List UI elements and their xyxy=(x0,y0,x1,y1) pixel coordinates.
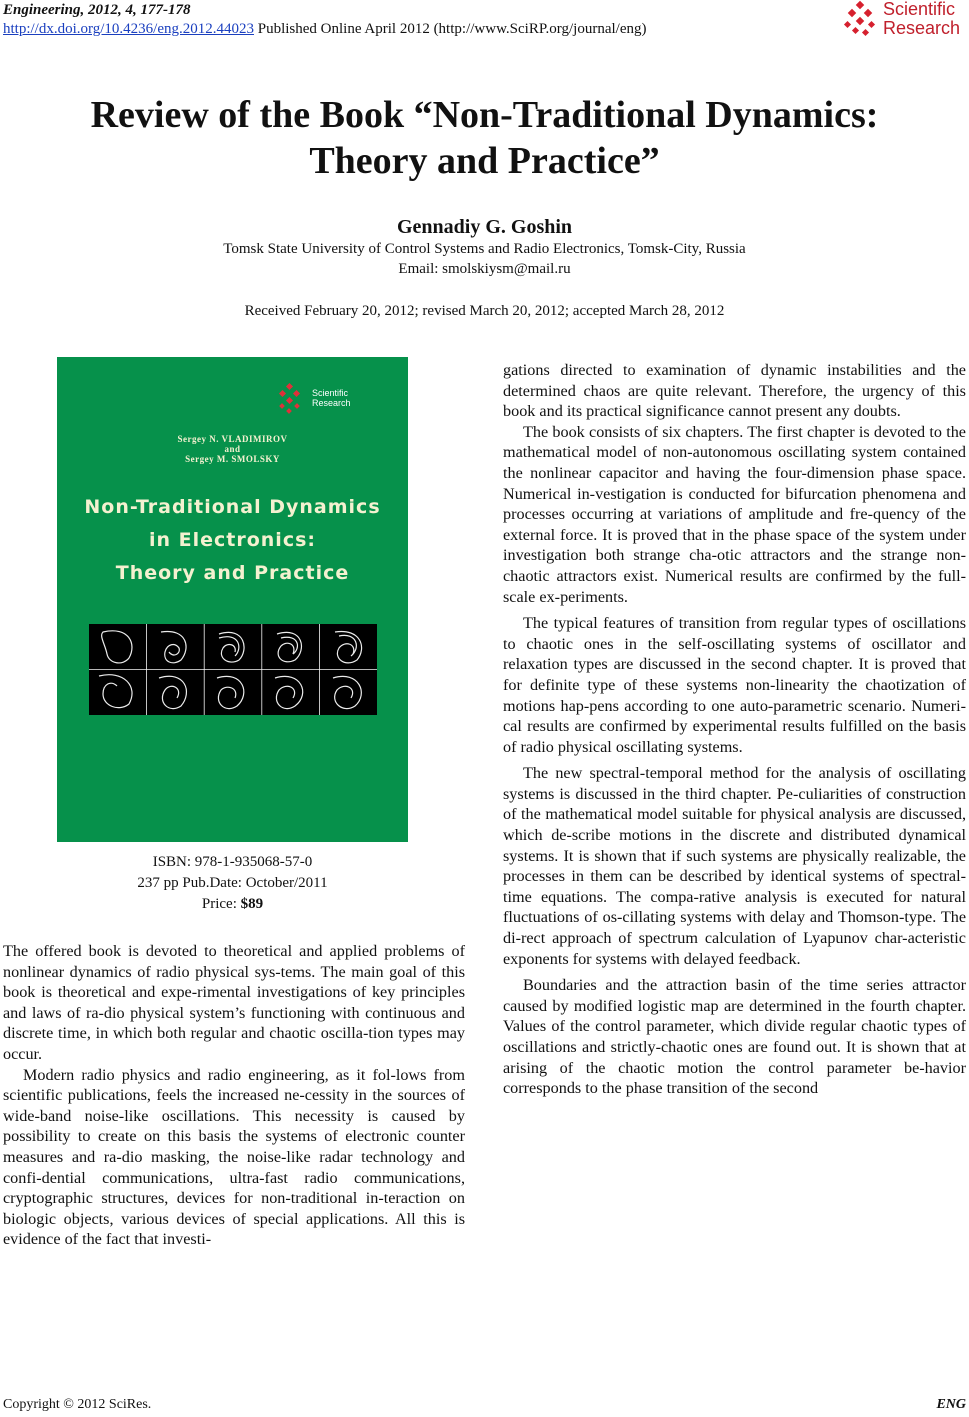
volume-info: , 2012, 4, 177-178 xyxy=(80,2,191,18)
book-cover-image xyxy=(57,357,408,842)
paragraph: The book consists of six chapters. The first chapter is devoted to the mathematical model of non-autonomous oscillating system contained the nonlinear capacitor and having the four-dimension phase space. Numerical in-vestigation is conducted for bifurcation phenomena and processes occurring at variations of amplitude and fre-quency of the external force. It is proved that in the phase space of the system under investigation both strange cha-otic attractors and the strange non-chaotic attractors exist. Numerical results are confirmed by the full-scale ex-periments. xyxy=(503,422,966,606)
paragraph: The typical features of transition from regular types of oscillations to chaotic ones in the self-oscillating systems of oscillator and relaxation types are discussed in the second chapter. It is proved that for definite type of these systems non-linearity the chaotization of motions hap-pens according to one auto-parametric scenario. Numeri-cal results are confirmed by experimental results fulfilled on the basis of radio physical oscillating systems. xyxy=(503,614,966,756)
left-column xyxy=(3,941,465,1250)
copyright: Copyright © 2012 SciRes. xyxy=(3,1397,152,1412)
author-name: Gennadiy G. Goshin xyxy=(396,216,573,238)
cover-title-line-3: Theory and Practice xyxy=(115,562,350,584)
logo-mark-icon xyxy=(843,0,879,40)
scientific-research-logo xyxy=(843,0,963,42)
price-line xyxy=(57,896,408,913)
paragraph: The offered book is devoted to theoretical and applied problems of nonlinear dynamics of radio physical sys-tems. The main goal of this book is theoretical and expe-rimental investigations of key principles and laws of ra-dio physical system’s functioning with continuous and discrete time, in which both regular and chaotic oscilla-tion types may occur. xyxy=(3,942,465,1063)
doi-link[interactable]: http://dx.doi.org/10.4236/eng.2012.44023 xyxy=(3,21,254,37)
title-line-1: Review of the Book “Non-Traditional Dynamics: xyxy=(90,94,879,136)
journal-citation xyxy=(3,2,191,19)
isbn: ISBN: 978-1-935068-57-0 xyxy=(152,854,313,870)
price-label: Price: xyxy=(201,896,241,912)
journal-abbreviation: ENG xyxy=(936,1397,966,1412)
author-affiliation: Tomsk State University of Control Systems and Radio Electronics, Tomsk-City, Russia xyxy=(223,241,746,257)
cover-title-line-2: in Electronics: xyxy=(148,529,316,551)
doi-line xyxy=(3,21,646,38)
journal-name: Engineering xyxy=(3,2,81,18)
right-column xyxy=(503,360,966,1099)
paper-title xyxy=(0,92,969,184)
cover-title xyxy=(57,491,408,590)
price-value: $89 xyxy=(240,896,264,912)
paragraph: Modern radio physics and radio engineering, as it fol-lows from scientific publications, feels the increased ne-cessity in the sources of wide-band noise-like oscillations. This necessity is caused by possibility to create on this basis the systems of electronic counter measures and ra-dio masking, the noise-like radar technology and confi-dential communications, ultra-fast radio communications, cryptographic structures, devices for non-traditional in-teraction on biologic objects, various devices of special applications. All this is evidence of the fact that investi- xyxy=(3,1065,465,1249)
received-dates: Received February 20, 2012; revised March 20, 2012; accepted March 28, 2012 xyxy=(244,303,725,319)
logo-line1: Scientific xyxy=(883,0,956,19)
cover-and: and xyxy=(224,444,241,454)
author-email: Email: smolskiysm@mail.ru xyxy=(398,261,571,277)
cover-publisher-line1: Scientific xyxy=(312,388,349,398)
logo-line2: Research xyxy=(883,18,961,38)
cover-logo-icon xyxy=(276,382,306,418)
pages-pubdate: 237 pp Pub.Date: October/2011 xyxy=(137,875,328,891)
cover-publisher-logo xyxy=(276,382,386,422)
published-info: Published Online April 2012 (http://www.SciRP.org/journal/eng) xyxy=(253,21,647,37)
cover-author-2: Sergey M. SMOLSKY xyxy=(185,454,280,464)
cover-authors xyxy=(57,434,408,464)
logo-text xyxy=(883,0,960,38)
paragraph: The new spectral-temporal method for the analysis of oscillating systems is discussed in the third chapter. Pe-culiarities of construction of the mathematical model suitable for physical analysis are discussed, which de-scribe motions in the discrete and distributed dynamical systems. It is shown that if such systems are physically realizable, the processes in them can be described by identical systems of spectral-time equations. The compa-rative analysis is executed for natural fluctuations of os-cillating systems with delay and Thomson-type. The di-rect approach of spectrum calculation of Lyapunov char-acteristic exponents for systems with delayed feedback. xyxy=(503,764,966,968)
attractor-thumbnails-grid xyxy=(89,624,377,715)
title-line-2: Theory and Practice” xyxy=(309,140,660,182)
cover-title-line-1: Non-Traditional Dynamics xyxy=(84,496,381,518)
cover-author-1: Sergey N. VLADIMIROV xyxy=(177,434,288,444)
cover-publisher-line2: Research xyxy=(312,398,351,408)
cover-publisher-text xyxy=(312,388,351,408)
paragraph: Boundaries and the attraction basin of the time series attractor caused by modified logistic map are determined in the fourth chapter. Values of the control parameter, which divide regular chaotic types of oscillations and strictly-chaotic ones are found out. It is shown that at arising of the chaotic motion the control parameter be-havior corresponds to the phase transition of the second xyxy=(503,976,966,1098)
paragraph: gations directed to examination of dynamic instabilities and the determined chaos are quite relevant. Therefore, the urgency of this book and its practical significance cannot present any doubts. xyxy=(503,361,966,421)
